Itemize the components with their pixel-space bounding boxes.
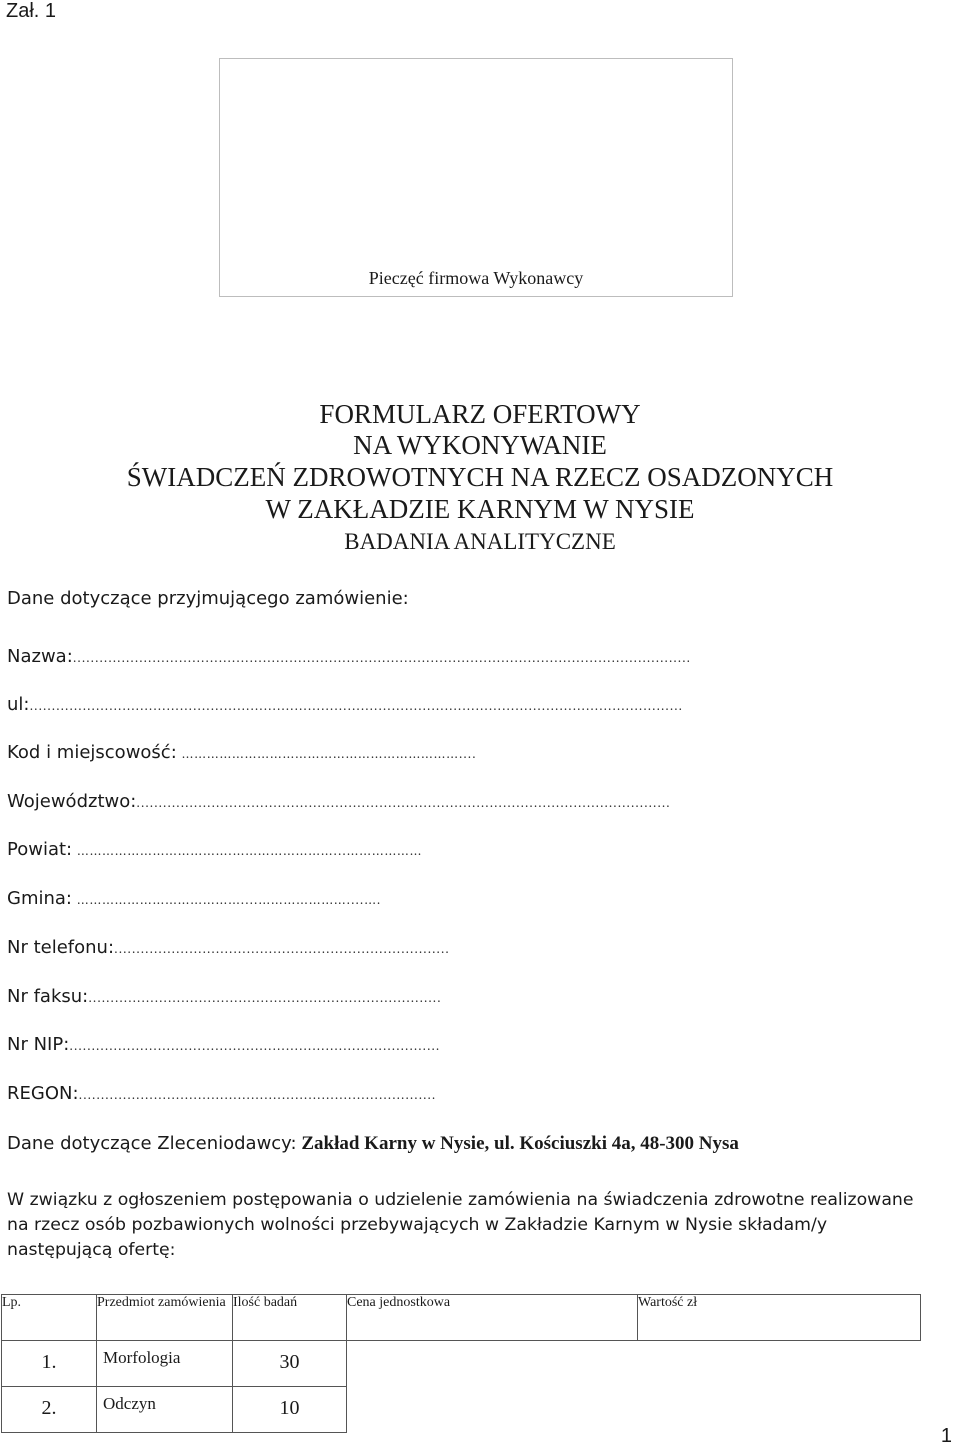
field-voivodeship-fill[interactable]: ......................................................................................................................... xyxy=(136,796,671,810)
intro-paragraph: W związku z ogłoszeniem postępowania o udzielenie zamówienia na świadczenia zdrowotne realizowane na rzecz osób pozbawionych wolności przebywających w Zakładzie Karnym w Nysie składam/y następującą ofertę: xyxy=(7,1190,914,1260)
contractor-section-heading: Dane dotyczące przyjmującego zamówienie: xyxy=(7,588,409,609)
field-nip-label: Nr NIP: xyxy=(7,1034,70,1055)
row-1-quantity: 30 xyxy=(233,1341,347,1387)
field-street-label: ul: xyxy=(7,694,30,715)
field-commune[interactable] xyxy=(7,888,381,910)
header-subject: Przedmiot zamówienia xyxy=(97,1295,233,1341)
field-name-fill[interactable]: ............................................................................................................................................ xyxy=(72,651,691,665)
field-voivodeship[interactable] xyxy=(7,791,670,813)
form-title-line-2: NA WYKONYWANIE xyxy=(353,430,607,460)
field-postcode-city-fill[interactable]: ………………………………………………………….... xyxy=(181,747,477,761)
table-header-row xyxy=(2,1295,921,1341)
field-regon-label: REGON: xyxy=(7,1083,79,1104)
row-1-unit-price[interactable] xyxy=(347,1341,638,1387)
stamp-label: Pieczęć firmowa Wykonawcy xyxy=(368,268,584,288)
header-quantity: Ilość badań xyxy=(233,1295,347,1341)
field-commune-label: Gmina: xyxy=(7,888,72,909)
page-number: 1 xyxy=(940,1425,952,1447)
field-nip-fill[interactable]: .................................................................................... xyxy=(69,1039,441,1053)
field-phone-fill[interactable]: ............................................................................ xyxy=(114,942,450,956)
field-county[interactable] xyxy=(7,839,422,861)
header-value: Wartość zł xyxy=(638,1295,921,1341)
field-fax-fill[interactable]: ................................................................................ xyxy=(88,991,442,1005)
client-section-label: Dane dotyczące Zleceniodawcy: xyxy=(7,1133,297,1154)
field-county-fill[interactable]: ……………………………….……………………...……………… xyxy=(76,844,423,858)
form-title-line-1: FORMULARZ OFERTOWY xyxy=(319,399,641,429)
offer-table xyxy=(1,1294,921,1433)
field-postcode-city[interactable] xyxy=(7,742,476,764)
form-title-line-4: W ZAKŁADZIE KARNYM W NYSIE xyxy=(265,494,695,524)
row-1-subject: Morfologia xyxy=(97,1341,233,1387)
attachment-label: Zał. 1 xyxy=(6,0,57,22)
field-commune-fill[interactable]: …………………………………....…………………....…. xyxy=(76,893,382,907)
field-regon-fill[interactable]: ................................................................................. xyxy=(78,1088,437,1102)
row-1-lp: 1. xyxy=(2,1341,97,1387)
row-1-value[interactable] xyxy=(638,1341,921,1387)
row-2-unit-price[interactable] xyxy=(347,1387,638,1433)
field-voivodeship-label: Województwo: xyxy=(7,791,137,812)
field-postcode-city-label: Kod i miejscowość: xyxy=(7,742,177,763)
row-2-subject: Odczyn xyxy=(97,1387,233,1433)
client-section xyxy=(7,1133,739,1155)
field-street-fill[interactable]: .................................................................................................................................................... xyxy=(29,699,683,713)
field-nip[interactable] xyxy=(7,1034,440,1056)
header-unit-price: Cena jednostkowa xyxy=(347,1295,638,1341)
row-2-quantity: 10 xyxy=(233,1387,347,1433)
field-county-label: Powiat: xyxy=(7,839,73,860)
field-name-label: Nazwa: xyxy=(7,646,73,667)
field-regon[interactable] xyxy=(7,1083,436,1105)
field-name[interactable] xyxy=(7,646,691,668)
client-section-value: Zakład Karny w Nysie, ul. Kościuszki 4a, 48-300 Nysa xyxy=(301,1133,739,1154)
table-row xyxy=(2,1341,921,1387)
field-fax-label: Nr faksu: xyxy=(7,986,89,1007)
header-lp: Lp. xyxy=(2,1295,97,1341)
table-row xyxy=(2,1387,921,1433)
field-street[interactable] xyxy=(7,694,683,716)
company-stamp-box xyxy=(219,58,733,297)
row-2-lp: 2. xyxy=(2,1387,97,1433)
field-fax[interactable] xyxy=(7,986,441,1008)
field-phone-label: Nr telefonu: xyxy=(7,937,115,958)
form-title-line-3: ŚWIADCZEŃ ZDROWOTNYCH NA RZECZ OSADZONYCH xyxy=(126,462,834,492)
row-2-value[interactable] xyxy=(638,1387,921,1433)
field-phone[interactable] xyxy=(7,937,450,959)
form-subtitle: BADANIA ANALITYCZNE xyxy=(344,529,616,554)
